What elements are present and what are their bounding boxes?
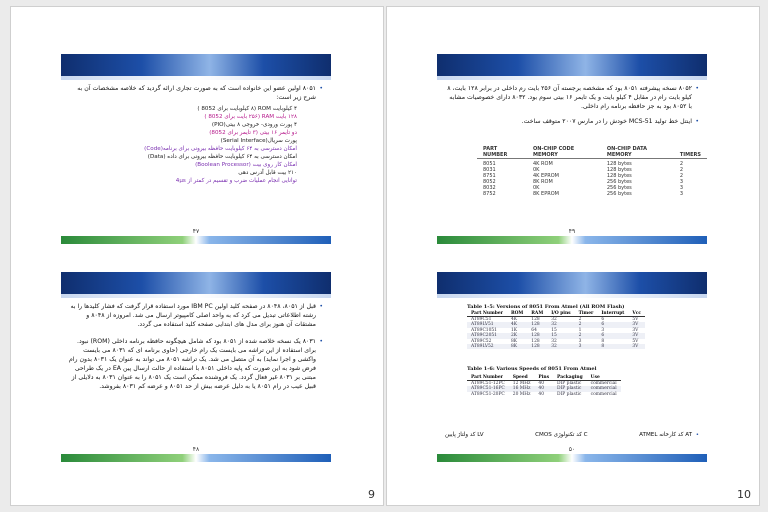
- table-cell: 32: [551, 338, 557, 344]
- page-number: 10: [737, 488, 751, 501]
- table-cell: 8752: [483, 190, 496, 197]
- table-cell: 40: [538, 381, 544, 386]
- table-cell: 3: [679, 178, 684, 185]
- slide-banner: [61, 54, 331, 76]
- table-cell: 3V: [628, 344, 645, 349]
- legend-item: C کد تکنولوژی CMOS: [535, 432, 588, 438]
- slide-body: [69, 84, 323, 185]
- column-header: Interrupt: [597, 311, 628, 317]
- column-header: Vcc: [628, 311, 645, 317]
- table-cell: 256 bytes: [606, 190, 632, 197]
- table-cell: AT89C51-20PC: [471, 391, 505, 397]
- slide-footer: [437, 230, 707, 244]
- table-cell: 20 MHz: [512, 391, 531, 397]
- slide-footer: [61, 448, 331, 462]
- slide-number: ۴۸: [192, 446, 200, 453]
- table-cell: 6: [597, 333, 628, 338]
- column-header: TIMERS: [679, 152, 701, 158]
- table-cell: 128: [527, 333, 547, 338]
- table-cell: 2: [679, 166, 684, 173]
- table-cell: 2: [575, 333, 598, 338]
- table-cell: 12 MHz: [512, 381, 531, 386]
- slide-body: [69, 302, 323, 394]
- footer-band: [437, 454, 707, 462]
- table-cell: AT89C51: [471, 317, 492, 322]
- feature-item: دو تایمر ۱۶ بیتی (۳ تایمر برای 8052): [209, 130, 297, 136]
- table-cell: 32: [547, 322, 574, 327]
- table-cell: 6: [601, 317, 605, 322]
- feature-item: ۱۲۸ بایت RAM (۲۵۶ بایت برای 8052 ): [204, 114, 297, 120]
- slide-body: [445, 84, 699, 129]
- table-cell: 128 bytes: [606, 166, 632, 173]
- table-cell: 256 bytes: [606, 178, 632, 185]
- table-cell: AT89C1051: [471, 327, 497, 333]
- paragraph: • ۸۰۵۲ نسخه پیشرفته ۸۰۵۱ بود که مشخصه برجسته آن ۲۵۶ بایت رم داخلی در برابر ۱۲۸ بایت، ۸ کیلو بایت رام در مقابل ۴ کیلو بایت و یک تایمر ۱۶ بیتی سوم بود. ۸۰۳۲ دارای خصوصیات مشابه با ۸۰۵۲ بود به جز حافظه برنامه رام داخلی.: [445, 84, 699, 111]
- column-header: ON-CHIP CODE MEMORY: [533, 146, 575, 158]
- table-cell: 1: [578, 327, 582, 333]
- feature-item: توانایی انجام عملیات ضرب و تقسیم در کمتر از 4µs: [175, 178, 297, 184]
- table-cell: 8: [601, 338, 605, 344]
- table-cell: 8K ROM: [533, 178, 553, 185]
- table-cell: 8031: [483, 166, 496, 173]
- table-cell: 6: [597, 322, 628, 327]
- table-cell: 3: [679, 190, 684, 197]
- footer-band: [61, 236, 331, 244]
- table-cell: 32: [547, 344, 574, 349]
- table-cell: AT89C52: [471, 338, 492, 344]
- page-10: [386, 6, 760, 506]
- table-cell: AT89C51-12PC: [471, 381, 505, 386]
- column-header: ON-CHIP DATA MEMORY: [606, 146, 647, 158]
- column-header: RAM: [527, 311, 547, 317]
- table-cell: AT89C51-16PC: [467, 386, 509, 391]
- column-header: PART NUMBER: [483, 146, 508, 158]
- table-cell: 8032: [483, 184, 496, 191]
- table-cell: 0K: [533, 166, 540, 173]
- table-cell: 3V: [628, 322, 645, 327]
- column-header: ROM: [507, 311, 527, 317]
- table-cell: 40: [538, 391, 544, 397]
- slide-48: [61, 272, 331, 462]
- feature-item: امکان دسترسی به ۶۴ کیلوبایت حافظه بیرونی برای داده (Data): [147, 154, 297, 160]
- table-cell: 16 MHz: [509, 386, 535, 391]
- slide-number: ۴۷: [192, 228, 200, 235]
- table-cell: 128 bytes: [606, 172, 632, 179]
- table-cell: 128: [531, 338, 540, 344]
- slide-47: [61, 54, 331, 244]
- table-cell: 128: [531, 317, 540, 322]
- chip-comparison-table: [477, 146, 707, 197]
- footer-band: [437, 236, 707, 244]
- feature-item: امکان کار روی بیت (Boolean Processor): [195, 162, 297, 168]
- table-cell: DIP plastic: [557, 391, 582, 397]
- slide-footer: [437, 448, 707, 462]
- table-cell: commercial: [587, 386, 621, 391]
- table-cell: 2: [575, 322, 598, 327]
- atmel-speeds-table: [467, 375, 621, 397]
- column-header: I/O pins: [547, 311, 574, 317]
- table-cell: 8K: [510, 338, 518, 344]
- table-cell: 5V: [632, 317, 639, 322]
- slide-banner: [61, 272, 331, 294]
- table-cell: commercial: [590, 381, 617, 386]
- table-cell: 4K EPROM: [533, 172, 559, 179]
- column-header: Speed: [509, 375, 535, 381]
- table-cell: 0K: [533, 184, 540, 191]
- column-header: Part Number: [467, 311, 507, 317]
- table-cell: 8K EPROM: [533, 190, 559, 197]
- feature-list: [69, 105, 323, 185]
- paragraph: • اینتل خط تولید MCS-51 خودش را در مارس ۲۰۰۷ متوقف ساخت.: [445, 117, 699, 126]
- feature-item: ۴ پورت ورودی- خروجی ۸ بیتی(PIO): [211, 122, 297, 128]
- slide-banner: [437, 272, 707, 294]
- table-row: [477, 191, 707, 197]
- table-cell: 2: [679, 160, 684, 167]
- table-cell: 64: [531, 327, 537, 333]
- feature-item: امکان دسترسی به ۶۴ کیلوبایت حافظه بیرونی برای برنامه(Code): [144, 146, 297, 152]
- table-cell: 128 bytes: [606, 160, 632, 167]
- table-cell: 4K: [507, 322, 527, 327]
- column-header: Packaging: [553, 375, 587, 381]
- table-cell: 15: [551, 327, 557, 333]
- column-header: Use: [587, 375, 621, 381]
- column-header: Pins: [534, 375, 553, 381]
- slide-number: ۵۰: [568, 446, 576, 453]
- table-caption: Table 1-6: Various Speeds of 8051 From Atmel: [467, 366, 597, 372]
- table-cell: 1K: [510, 327, 518, 333]
- paragraph: • قبل از ۸۰۵۱، ۸۰۴۸ در صفحه کلید اولین IBM PC مورد استفاده قرار گرفت که فشار کلیدها را به رشته اطلاعاتی تبدیل می کرد که به واحد اصلی کامپیوتر ارسال می شد. امروزه از ۸۰۴۸ و مشتقات آن هنوز برای مدل های ابتدایی صفحه کلید استفاده می گردد.: [69, 302, 323, 329]
- table-cell: 3: [575, 344, 598, 349]
- table-cell: 3V: [628, 333, 645, 338]
- slide-number: ۴۹: [568, 228, 576, 235]
- column-header: Part Number: [467, 375, 509, 381]
- atmel-versions-table: [467, 311, 645, 349]
- table-row: [467, 344, 645, 349]
- table-cell: 8K: [507, 344, 527, 349]
- table-row: [467, 392, 621, 397]
- table-cell: 128: [527, 322, 547, 327]
- table-cell: AT89C2051: [467, 333, 507, 338]
- table-cell: 3V: [632, 327, 639, 333]
- table-cell: 256 bytes: [606, 184, 632, 191]
- slide-footer: [61, 230, 331, 244]
- table-cell: 8052: [483, 178, 496, 185]
- page-9: [10, 6, 384, 506]
- page-number: 9: [368, 488, 375, 501]
- table-cell: DIP plastic: [557, 381, 582, 386]
- table-cell: 2: [679, 172, 684, 179]
- slide-banner: [437, 54, 707, 76]
- slide-intro: • ۸۰۵۱ اولین عضو این خانواده است که به صورت تجاری ارائه گردید که خلاصه مشخصات آن به شرح زیر است:: [69, 84, 323, 102]
- table-cell: 8: [597, 344, 628, 349]
- feature-item: ۴ کیلوبایت ROM (۸ کیلوبایت برای 8052 ): [197, 106, 297, 112]
- table-cell: 5V: [632, 338, 639, 344]
- table-cell: 4K: [510, 317, 518, 322]
- slide-49: [437, 54, 707, 244]
- table-cell: 8751: [483, 172, 496, 179]
- table-cell: DIP plastic: [553, 386, 587, 391]
- table-cell: 3: [601, 327, 605, 333]
- table-cell: 4K ROM: [533, 160, 553, 167]
- table-cell: AT89LV52: [467, 344, 507, 349]
- table-cell: 3: [578, 338, 582, 344]
- table-cell: 15: [547, 333, 574, 338]
- table-cell: 3: [679, 184, 684, 191]
- table-cell: 2K: [507, 333, 527, 338]
- slide-50: [437, 272, 707, 462]
- table-cell: 128: [527, 344, 547, 349]
- table-cell: 32: [551, 317, 557, 322]
- column-header: Timer: [575, 311, 598, 317]
- footer-band: [61, 454, 331, 462]
- table-cell: commercial: [590, 391, 617, 397]
- table-caption: Table 1-5: Versions of 8051 From Atmel (All ROM Flash): [467, 304, 625, 310]
- table-cell: 40: [534, 386, 553, 391]
- code-legend: [445, 432, 699, 441]
- feature-item: پورت سریال(Serial Interface): [220, 138, 297, 144]
- legend-item: LV کد ولتاژ پایین: [445, 432, 484, 438]
- paragraph: • ۸۰۳۱ یک نسخه خلاصه شده از ۸۰۵۱ بود که شامل هیچگونه حافظه برنامه داخلی (ROM) نبود. برای استفاده از این تراشه می بایست یک رام خارجی (حاوی برنامه ای که ۸۰۳۱ می بایست واکشی و اجرا نماید) به آن متصل می شد. یک تراشه ۸۰۵۱ می تواند به عنوان یک ۸۰۳۱ بدون رام فرض شود به این صورت که پایه داخلی ۸۰۵۱ با استفاده از حالت ارسال پین EA در یک طراحی مبتنی بر ۸۰۳۱ غیر فعال گردد. یک فروشنده ممکن است یک ۸۰۵۱ را به عنوان ۸۰۳۱ به دلایلی از قبیل عیب در رام ۸۰۵۱ یا به دلیل عرضه بیش از حد ۸۰۵۱ و عرضه کم ۸۰۳۱ بفروشد.: [69, 337, 323, 391]
- feature-item: ۲۱۰ بیت قابل آدرس دهی: [238, 170, 297, 176]
- table-cell: 8051: [483, 160, 496, 167]
- table-cell: AT89LV51: [467, 322, 507, 327]
- legend-item: • AT کد کارخانه ATMEL: [639, 432, 699, 438]
- table-cell: 2: [578, 317, 582, 322]
